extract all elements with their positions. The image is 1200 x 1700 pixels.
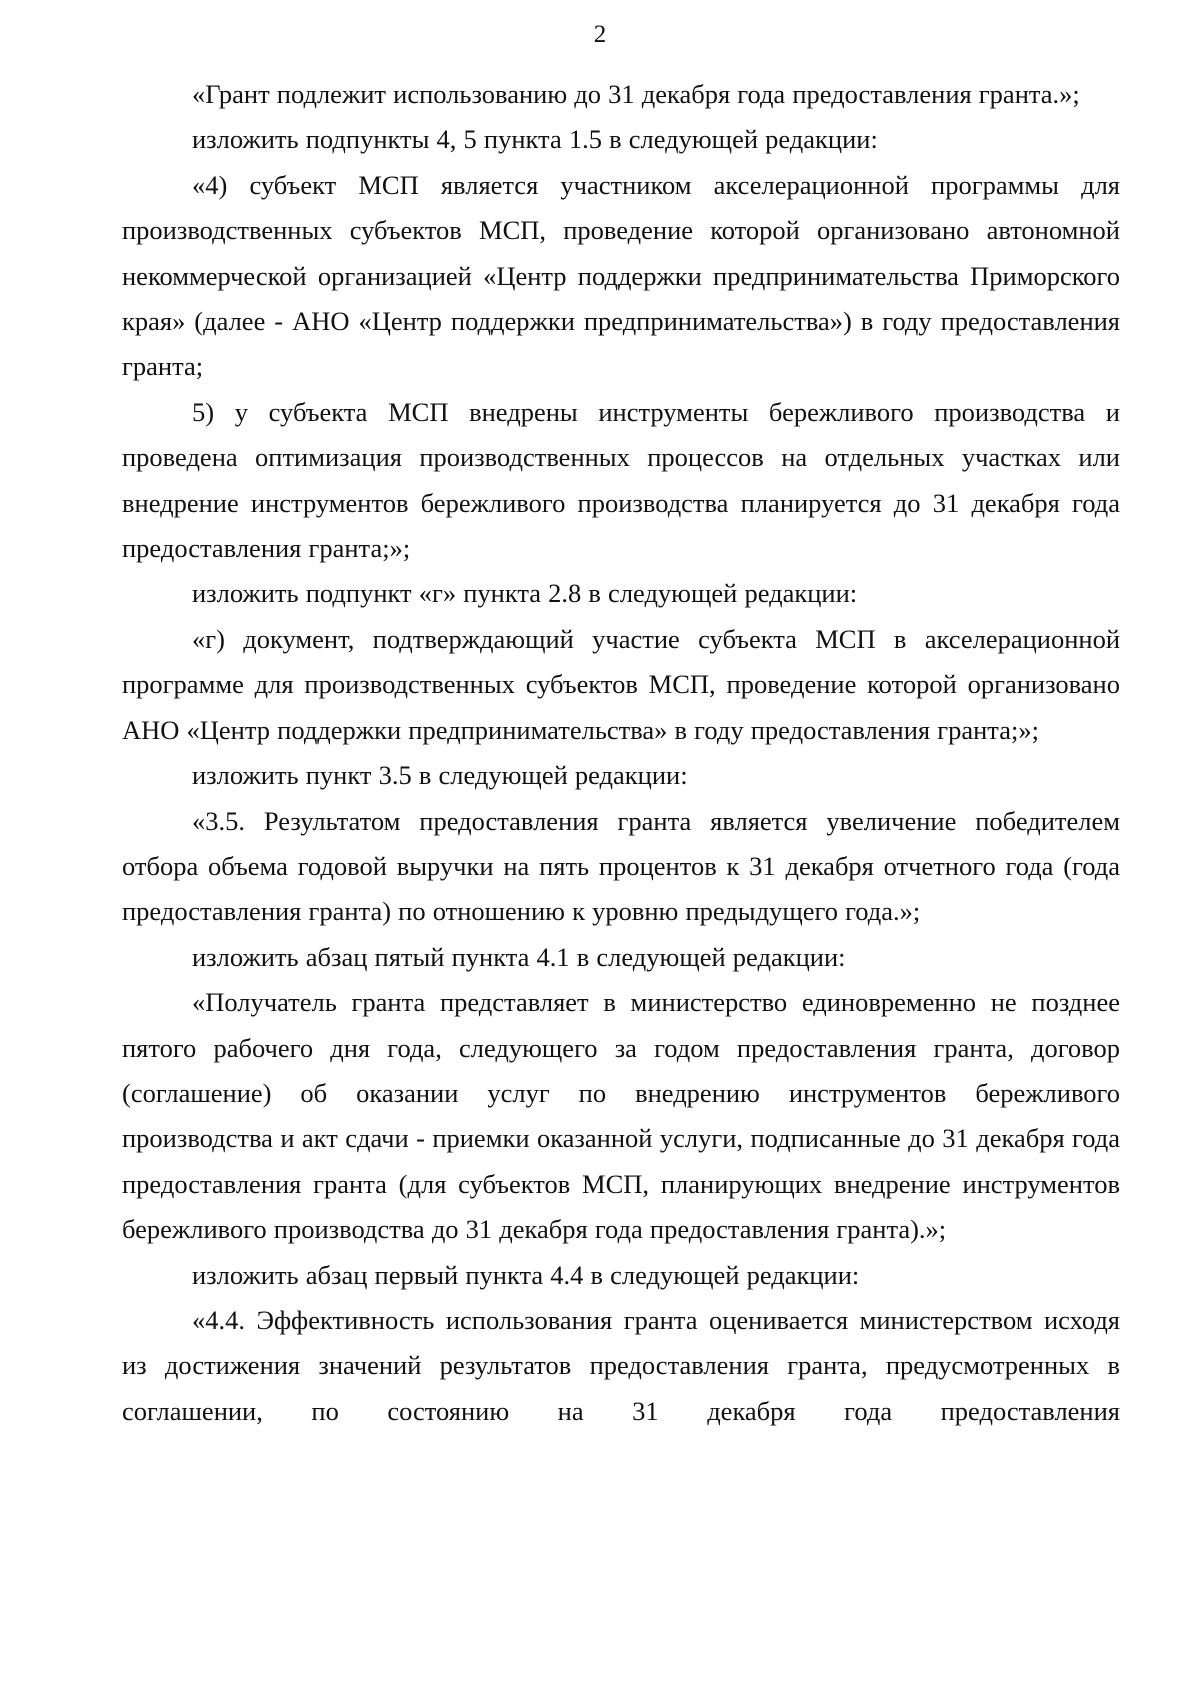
paragraph-point-4-4: «4.4. Эффективность использования гранта оценивается министерством исходя из достижения значений результатов предоставления гранта, предусмотренных в соглашении, по состоянию на 31 декабря года предоставления: [122, 1304, 1120, 1426]
paragraph-point-4-1: «Получатель гранта представляет в министерство единовременно не позднее пятого рабочего дня года, следующего за годом предоставления гранта, договор (соглашение) об оказании услуг по внедрению инструментов бережливого производства и акт сдачи - приемки оказанной услуги, подписанные до 31 декабря года предоставления гранта (для субъектов МСП, планирующих внедрение инструментов бережливого производства до 31 декабря года предоставления гранта).»;: [122, 987, 1120, 1245]
paragraph-subpoint-5: 5) у субъекта МСП внедрены инструменты бережливого производства и проведена оптимизация производственных процессов на отдельных участках или внедрение инструментов бережливого производства планируется до 31 декабря года предоставления гранта;»;: [122, 396, 1120, 564]
paragraph-instruction-2-8: изложить подпункт «г» пункта 2.8 в следующей редакции:: [192, 578, 858, 609]
page-number: 2: [593, 21, 607, 48]
paragraph-instruction-4-4: изложить абзац первый пункта 4.4 в следующей редакции:: [192, 1259, 860, 1290]
paragraph-point-3-5: «3.5. Результатом предоставления гранта является увеличение победителем отбора объема годовой выручки на пять процентов к 31 декабря отчетного года (года предоставления гранта) по отношению к уровню предыдущего года.»;: [122, 805, 1120, 927]
paragraph-subpoint-4: «4) субъект МСП является участником акселерационной программы для производственных субъектов МСП, проведение которой организовано автономной некоммерческой организацией «Центр поддержки предпринимательства Приморского края» (далее - АНО «Центр поддержки предпринимательства») в году предоставления гранта;: [122, 169, 1120, 382]
paragraph-instruction-3-5: изложить пункт 3.5 в следующей редакции:: [192, 760, 688, 791]
paragraph-instruction-1-5: изложить подпункты 4, 5 пункта 1.5 в следующей редакции:: [192, 124, 878, 155]
document-body: [122, 72, 1120, 1434]
paragraph-instruction-4-1: изложить абзац пятый пункта 4.1 в следующей редакции:: [192, 941, 846, 972]
paragraph-grant-usage: «Грант подлежит использованию до 31 декабря года предоставления гранта.»;: [192, 79, 1080, 109]
paragraph-subpoint-g: «г) документ, подтверждающий участие субъекта МСП в акселерационной программе для производственных субъектов МСП, проведение которой организовано АНО «Центр поддержки предпринимательства» в году предоставления гранта;»;: [122, 623, 1120, 745]
